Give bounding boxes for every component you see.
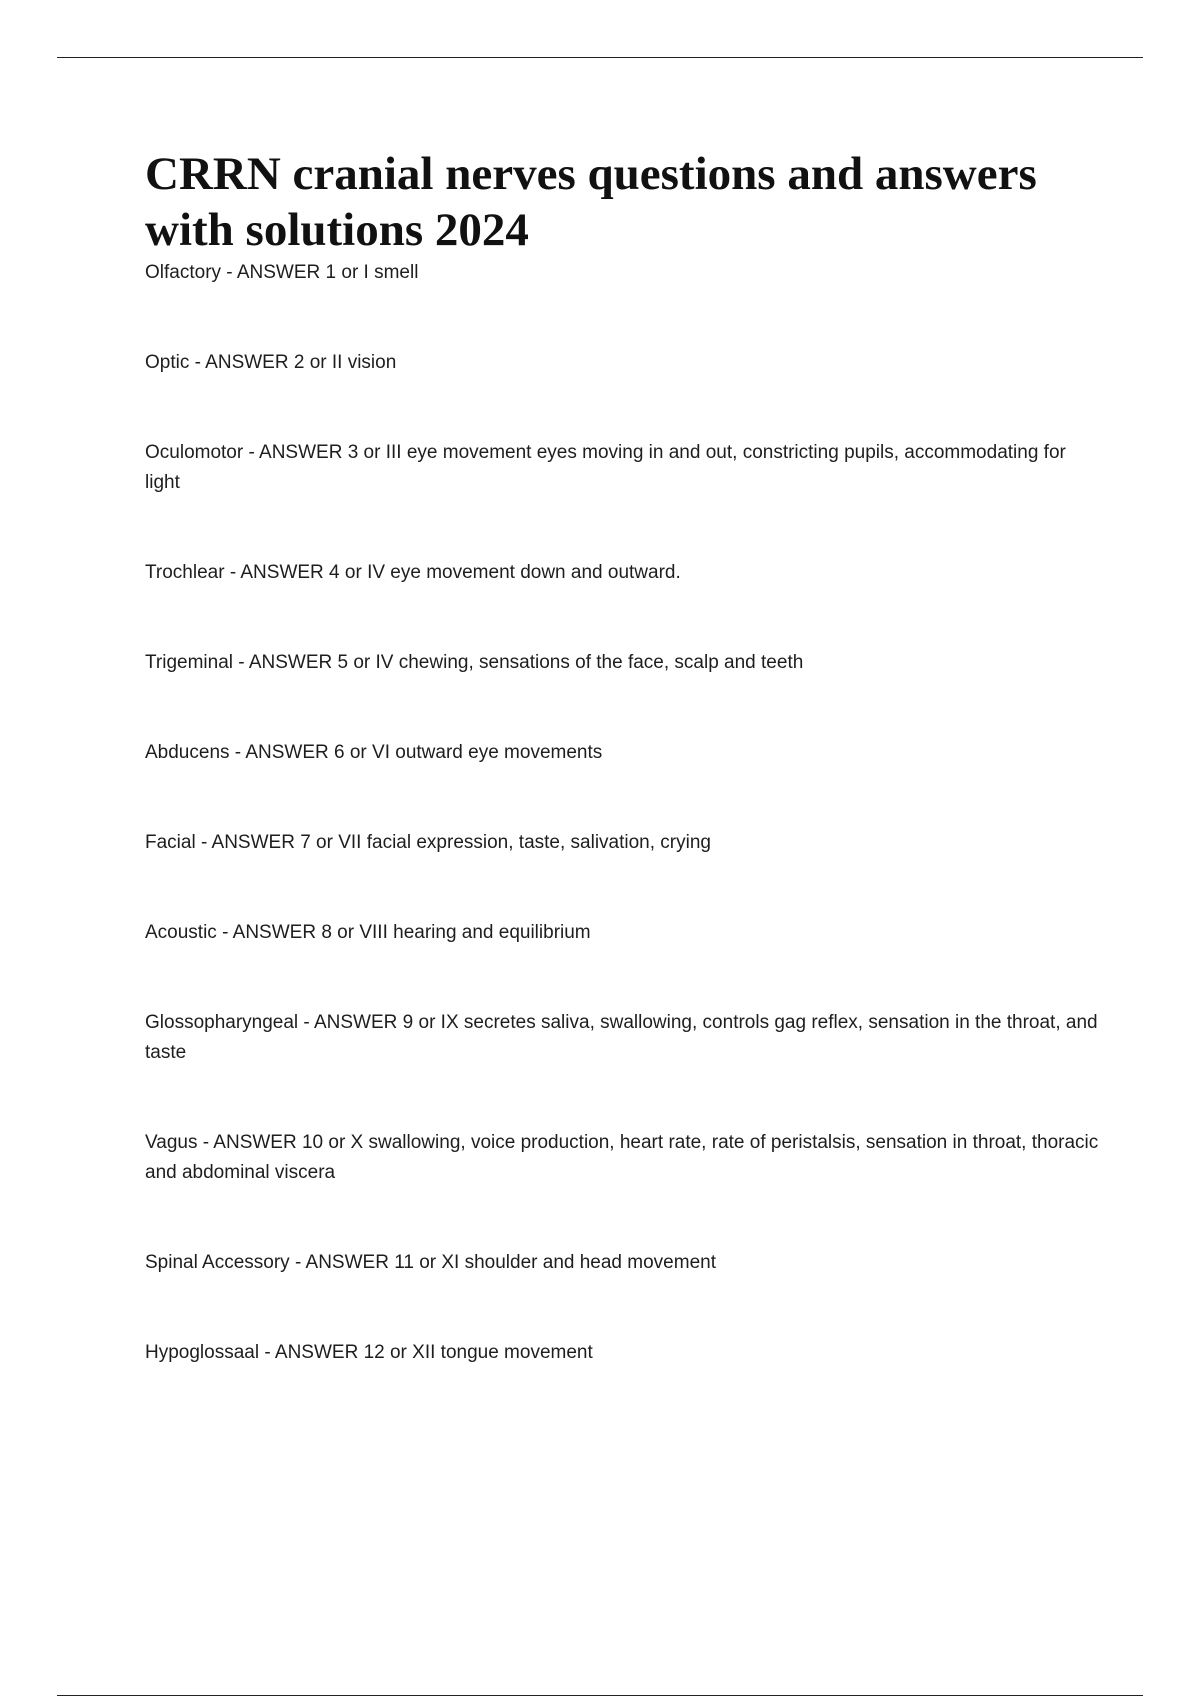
qa-item-spinal-accessory: Spinal Accessory - ANSWER 11 or XI shoulder and head movement: [145, 1252, 716, 1273]
qa-item-oculomotor: Oculomotor - ANSWER 3 or III eye movement eyes moving in and out, constricting pupils, accommodating for light: [145, 442, 1066, 493]
header-rule: [57, 57, 1143, 58]
qa-item-trochlear: Trochlear - ANSWER 4 or IV eye movement down and outward.: [145, 562, 681, 583]
qa-item-glossopharyngeal: Glossopharyngeal - ANSWER 9 or IX secretes saliva, swallowing, controls gag reflex, sensation in the throat, and taste: [145, 1012, 1098, 1063]
qa-item-facial: Facial - ANSWER 7 or VII facial expression, taste, salivation, crying: [145, 832, 711, 853]
qa-item-optic: Optic - ANSWER 2 or II vision: [145, 352, 397, 373]
qa-item-vagus: Vagus - ANSWER 10 or X swallowing, voice production, heart rate, rate of peristalsis, sensation in throat, thoracic and abdominal viscera: [145, 1132, 1099, 1183]
qa-list: [145, 258, 1105, 1368]
qa-item-trigeminal: Trigeminal - ANSWER 5 or IV chewing, sensations of the face, scalp and teeth: [145, 652, 804, 673]
page-title: CRRN cranial nerves questions and answers with solutions 2024: [145, 148, 1037, 256]
footer-rule: [57, 1695, 1143, 1696]
qa-item-abducens: Abducens - ANSWER 6 or VI outward eye movements: [145, 742, 603, 763]
qa-item-olfactory: Olfactory - ANSWER 1 or I smell: [145, 262, 419, 283]
qa-item-acoustic: Acoustic - ANSWER 8 or VIII hearing and equilibrium: [145, 922, 591, 943]
qa-item-hypoglossal: Hypoglossaal - ANSWER 12 or XII tongue movement: [145, 1342, 593, 1363]
